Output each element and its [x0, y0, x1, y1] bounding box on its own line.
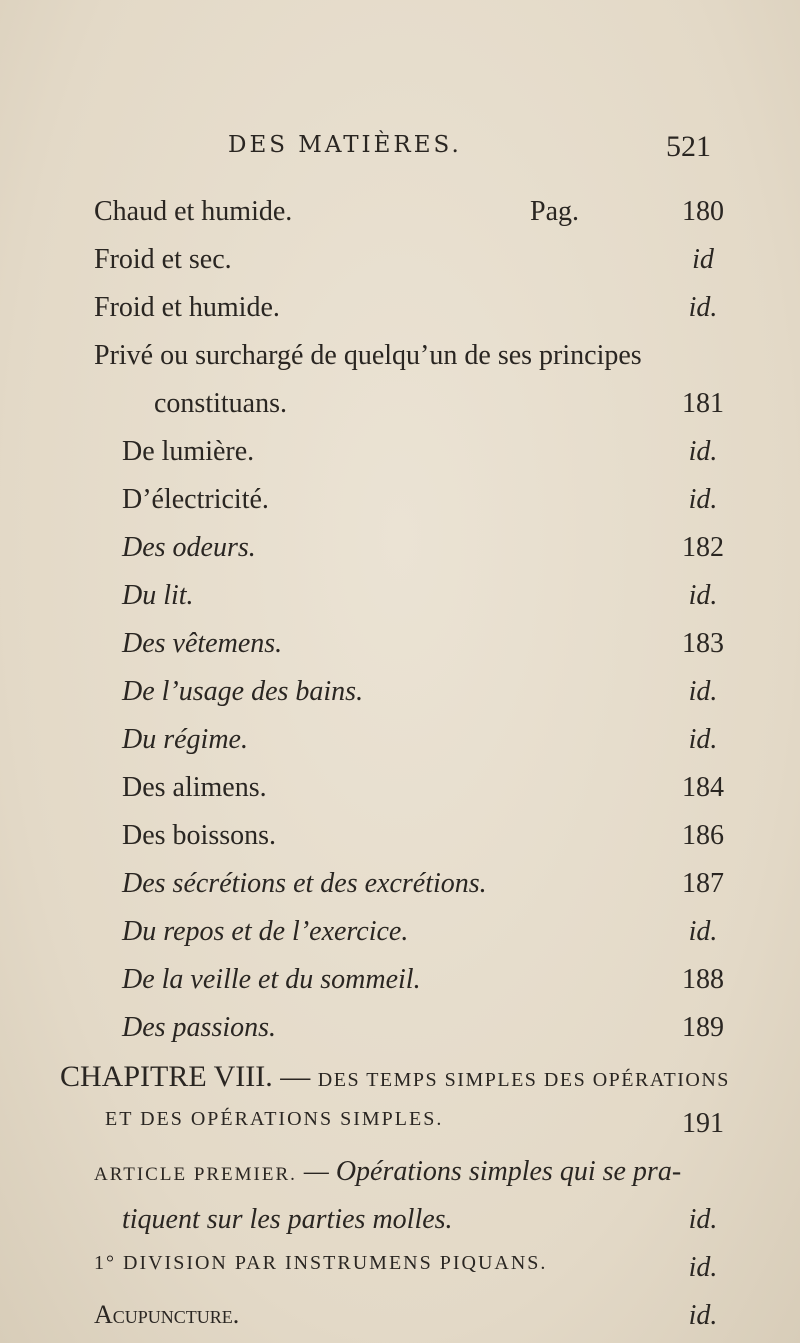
entry-page: id.: [688, 1300, 718, 1331]
toc-entry: [0, 388, 800, 428]
toc-entry: [0, 1252, 800, 1292]
toc-entry: [0, 724, 800, 764]
entry-page: id.: [688, 1252, 718, 1283]
page-column-label: Pag.: [530, 196, 579, 227]
entry-text: Des sécrétions et des excrétions.: [122, 868, 487, 899]
entry-page: 187: [682, 868, 724, 899]
entry-page: id.: [688, 292, 718, 323]
entry-text: Des odeurs.: [122, 532, 256, 563]
chapter-subject: DES TEMPS SIMPLES DES OPÉRATIONS: [317, 1069, 730, 1091]
entry-text: Froid et sec.: [94, 244, 232, 275]
entry-text: Du lit.: [122, 580, 194, 611]
toc-entry: [0, 676, 800, 716]
entry-text: De la veille et du sommeil.: [122, 964, 421, 995]
entry-text: ET DES OPÉRATIONS SIMPLES.: [105, 1108, 444, 1130]
toc-entry: [0, 868, 800, 908]
toc-entry: [0, 964, 800, 1004]
article-title: — Opérations simples qui se pra-: [296, 1156, 682, 1187]
toc-entry: [0, 484, 800, 524]
entry-page: 191: [682, 1108, 724, 1139]
entry-page: id.: [688, 484, 718, 515]
entry-page: 182: [682, 532, 724, 563]
entry-page: 180: [682, 196, 724, 227]
entry-text: Du régime.: [122, 724, 248, 755]
entry-text: 1° DIVISION PAR INSTRUMENS PIQUANS.: [94, 1252, 548, 1274]
toc-entry: [0, 1300, 800, 1340]
entry-text: Chaud et humide.: [94, 196, 293, 227]
toc-entry: [0, 820, 800, 860]
entry-page: id.: [688, 436, 718, 467]
entry-page: 189: [682, 1012, 724, 1043]
toc-entry: [0, 196, 800, 236]
entry-page: id.: [688, 676, 718, 707]
toc-entry: [0, 1108, 800, 1148]
entry-text: Des vêtemens.: [122, 628, 283, 659]
toc-entry: [0, 772, 800, 812]
entry-page: id.: [688, 580, 718, 611]
entry-text: D’électricité.: [122, 484, 269, 515]
entry-text: Des boissons.: [122, 820, 277, 851]
entry-page: 186: [682, 820, 724, 851]
entry-text: Des alimens.: [122, 772, 267, 803]
entry-page: id.: [688, 724, 718, 755]
article-heading: [0, 1156, 800, 1196]
toc-entry: [0, 340, 800, 380]
toc-entry: [0, 1012, 800, 1052]
entry-text: Froid et humide.: [94, 292, 280, 323]
chapter-title: [60, 1060, 730, 1094]
page-number: 521: [666, 130, 711, 163]
entry-page: 181: [682, 388, 724, 419]
entry-page: 188: [682, 964, 724, 995]
entry-text: constituans.: [154, 388, 287, 419]
toc-entry: [0, 1204, 800, 1244]
entry-page: id.: [688, 1204, 718, 1235]
entry-text: Du repos et de l’exercice.: [122, 916, 409, 947]
entry-text: Privé ou surchargé de quelqu’un de ses principes: [94, 340, 642, 371]
toc-entry: [0, 628, 800, 668]
chapter-heading: [0, 1060, 800, 1100]
entry-page: 184: [682, 772, 724, 803]
toc-entry: [0, 244, 800, 284]
entry-text: [94, 1156, 681, 1188]
toc-entry: [0, 916, 800, 956]
entry-text: Acupuncture.: [94, 1300, 240, 1329]
entry-page: id: [692, 244, 714, 275]
toc-entry: [0, 436, 800, 476]
entry-text: tiquent sur les parties molles.: [122, 1204, 453, 1235]
chapter-number: CHAPITRE VIII. —: [60, 1060, 318, 1093]
page-header: [0, 130, 800, 170]
toc-entry: [0, 292, 800, 332]
entry-text: De lumière.: [122, 436, 255, 467]
running-head: DES MATIÈRES.: [228, 132, 462, 158]
toc-entry: [0, 580, 800, 620]
entry-text: De l’usage des bains.: [122, 676, 364, 707]
article-label: ARTICLE PREMIER.: [94, 1164, 297, 1185]
toc-entry: [0, 532, 800, 572]
entry-text: Des passions.: [122, 1012, 277, 1043]
entry-page: id.: [688, 916, 718, 947]
entry-page: 183: [682, 628, 724, 659]
